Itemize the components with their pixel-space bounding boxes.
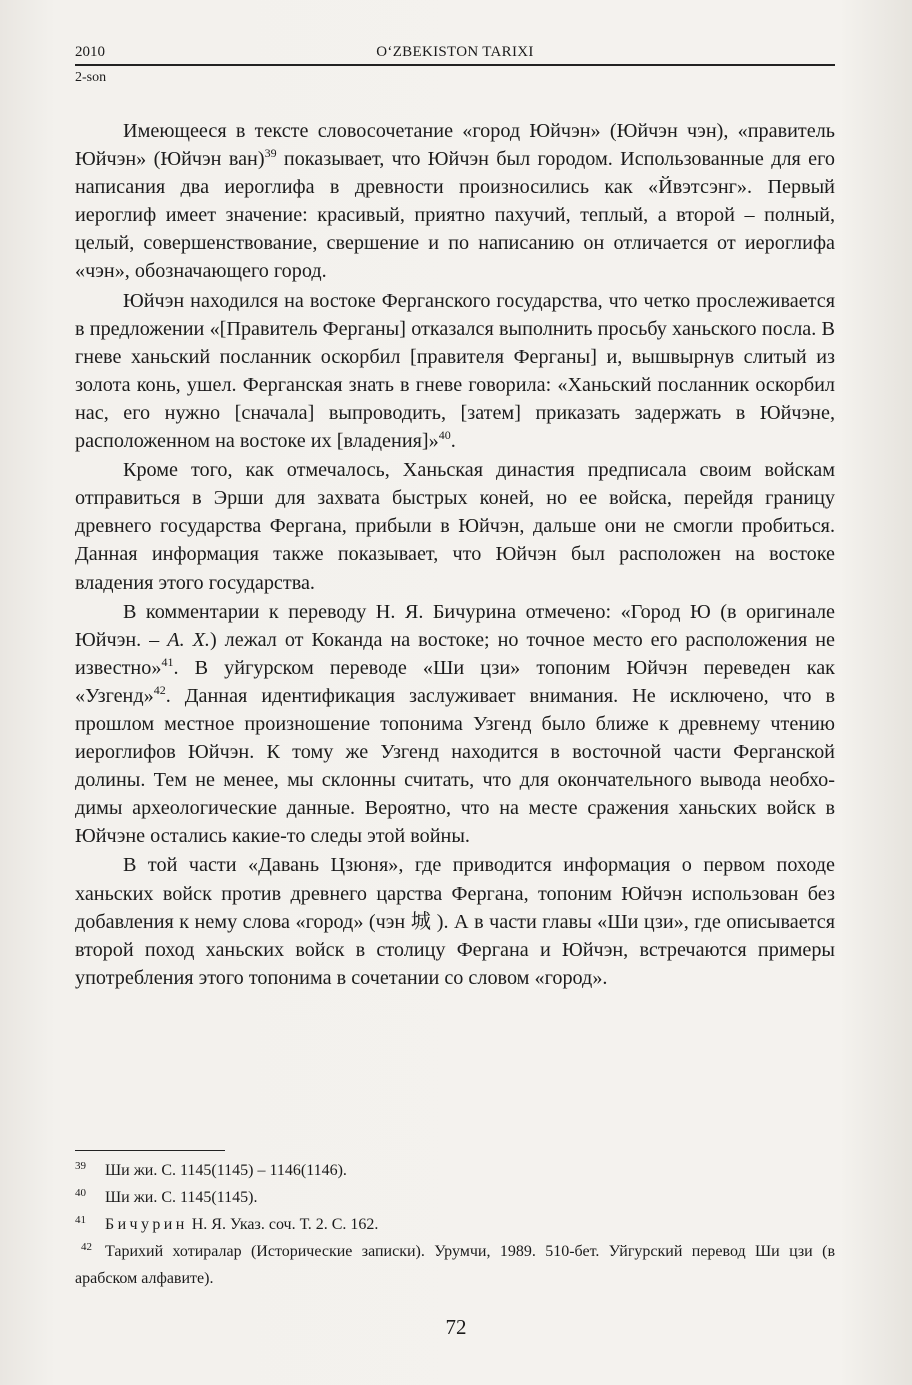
header-rule [75,64,835,66]
article-body [75,117,835,992]
header-issue: 2-son [75,70,107,85]
running-header [75,43,835,87]
paragraph-5: В той части «Давань Цзюня», где приводится информация о первом походе ханьских войск против древнего царства Фергана, топоним Юйчэн использован без добавления к нему слова «город» (чэн 城 ). А в части главы «Ши цзи», где описывается второй поход ханьских войск в столицу Фергана и Юйчэн, встречаются примеры употребления этого топонима в сочетании со словом «город». [75,854,835,989]
footnote-ref-40[interactable]: 40 [438,428,451,443]
paragraph-3: Кроме того, как отмечалось, Ханьская династия предписала своим войскам отправиться в Эрши для захвата быстрых коней, но ее войска, перейдя границу древнего государства Фергана, прибыли в Юйчэн, дальше они не смогли пробиться. Данная информация также показывает, что Юйчэн был расположен на востоке владения этого государства. [75,459,835,594]
footnote-41: $^{41}$ Бичурин Н. Я. Указ. соч. Т. 2. С. 162. [75,1214,379,1233]
footnote-39: $^{39}$ Ши жи. С. 1145(1145) – 1146(1146). [75,1160,347,1179]
footnote-42: $^{42}$ Тарихий хотиралар (Исторические записки). Урумчи, 1989. 510-бет. Уйгурский перевод Ши цзи (в арабском алфавите). [75,1241,835,1287]
footnote-ref-42[interactable]: 42 [153,682,166,697]
footnotes [75,1157,835,1292]
header-journal-title: O‘ZBEKISTON TARIXI [376,44,534,60]
paragraph-4: В комментарии к переводу Н. Я. Бичурина отмечено: «Город Ю (в оригинале Юйчэн. – А. Х.) лежал от Коканда на востоке; но точное место его расположения не известно»$^{41}$. В уйгурском переводе «Ши цзи» топоним Юйчэн переведен как «Узгенд»$^{42}$. Данная идентификация заслуживает внимания. Не исключено, что в прошлом местное произношение топонима Узгенд было ближе к древнему чтению иероглифов Юйчэн. К тому же Узгенд находится в восточной части Ферганской долины. Тем не менее, мы склонны считать, что для окончательного вывода необходимы археологические данные. Вероятно, что на месте сражения ханьских войск в Юйчэне остались какие-то следы этой войны. [75,600,836,848]
header-year: 2010 [75,44,105,60]
footnote-40: $^{40}$ Ши жи. С. 1145(1145). [75,1187,258,1206]
page-number: 72 [445,1315,467,1339]
paragraph-1: Имеющееся в тексте словосочетание «город Юйчэн» (Юйчэн чэн), «правитель Юйчэн» (Юйчэн ван)$^{39}$ показывает, что Юйчэн был городом. Использованные для его написания два иероглифа в древности произносились как «Йвэтсэнг». Первый иероглиф имеет значение: красивый, приятно пахучий, теплый, а второй – полный, целый, совершенствование, свершение и по написанию он отличается от иероглифа «чэн», обозначающего город. [75,120,835,283]
footnote-ref-41[interactable]: 41 [161,654,174,669]
footnote-rule [75,1150,225,1151]
footnote-ref-39[interactable]: 39 [264,146,277,161]
paragraph-2: Юйчэн находился на востоке Ферганского государства, что четко прослеживается в предложении «[Правитель Ферганы] отказался выполнить просьбу ханьского посла. В гневе ханьский посланник оскорбил [правителя Ферганы] и, вышвырнув слитый из золота конь, ушел. Ферганская знать в гневе говорила: «Ханьский посланник оскорбил нас, его нужно [сначала] выпроводить, [затем] приказать задержать в Юйчэне, расположенном на востоке их [владения]»$^{40}$. [75,289,835,453]
